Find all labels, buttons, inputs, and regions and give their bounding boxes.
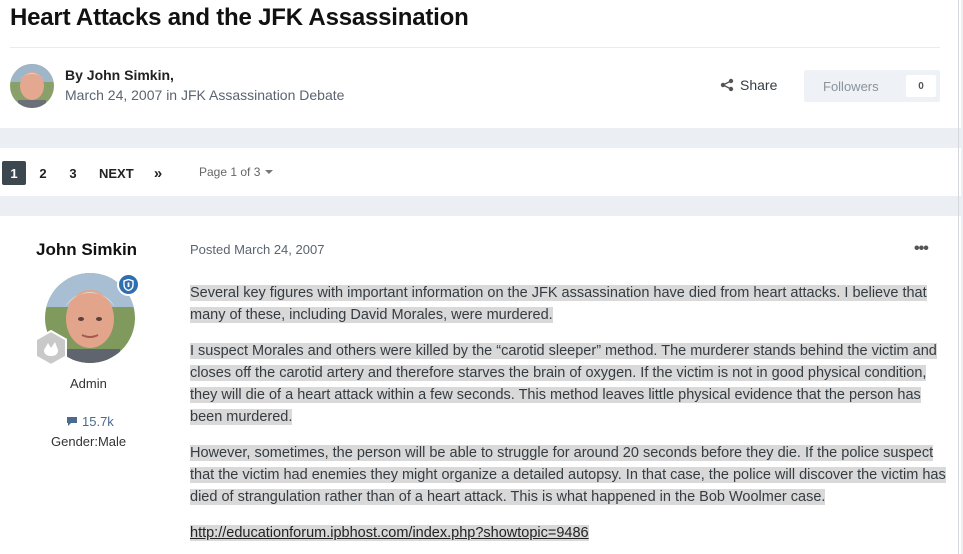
post-count [66,414,114,429]
moderator-shield-icon [117,273,140,296]
pagination-bar [0,148,961,196]
more-options-icon[interactable]: ••• [914,240,928,257]
post-paragraph: Several key figures with important information on the JFK assassination have died from heart attacks. I believe that many of these, including David Morales, were murdered. [190,285,927,323]
post-link[interactable]: http://educationforum.ipbhost.com/index.php?showtopic=9486 [190,525,589,541]
topic-date: March 24, 2007 [65,87,163,103]
divider [10,47,940,48]
page-link-2[interactable]: 2 [39,165,47,181]
author-avatar[interactable] [10,64,54,108]
comment-icon [66,416,78,427]
next-page-link[interactable]: NEXT [99,165,134,181]
post-paragraph: However, sometimes, the person will be able to struggle for around 20 seconds before they die. If the police suspect that the victim had enemies they might organize a detailed autopsy. In that case, the police will discover the victim has died of strangulation rather than of a heart attack. This is what happened in the Bob Woolmer case. [190,445,946,505]
caret-down-icon [265,170,273,174]
page-title: Heart Attacks and the JFK Assassination [10,4,469,31]
share-button[interactable] [720,77,777,93]
topic-header [0,0,961,128]
poster-name[interactable]: John Simkin [36,240,138,259]
post [0,216,961,554]
last-page-link[interactable]: » [153,164,163,182]
in-word: in [166,87,178,103]
scrollbar[interactable] [958,0,959,554]
post-count-value: 15.7k [82,414,114,429]
byline-meta [65,87,344,103]
forum-link[interactable]: JFK Assassination Debate [180,87,345,103]
posted-date[interactable]: Posted March 24, 2007 [190,242,325,257]
followers-button[interactable] [804,70,940,102]
followers-count: 0 [906,75,936,97]
byline[interactable]: By John Simkin, [65,67,174,83]
poster-gender: Gender:Male [51,434,127,449]
poster-group: Admin [70,376,107,391]
post-paragraph: I suspect Morales and others were killed by the “carotid sleeper” method. The murderer stands behind the victim and closes off the carotid artery and therefore starves the brain of oxygen. If the victim is not in good physical condition, they will die of a heart attack within a few seconds. This method leaves little physical evidence that the person has been murdered. [190,343,937,425]
post-body [190,282,950,554]
page-jump-label: Page 1 of 3 [199,165,261,179]
post-link-paragraph [190,522,950,544]
share-icon [720,78,734,92]
share-label: Share [740,77,778,93]
followers-label: Followers [823,78,879,94]
page-link-1[interactable]: 1 [2,161,26,185]
page-jump-dropdown[interactable] [199,165,273,179]
page-link-3[interactable]: 3 [69,165,77,181]
rank-badge-icon [33,330,69,366]
